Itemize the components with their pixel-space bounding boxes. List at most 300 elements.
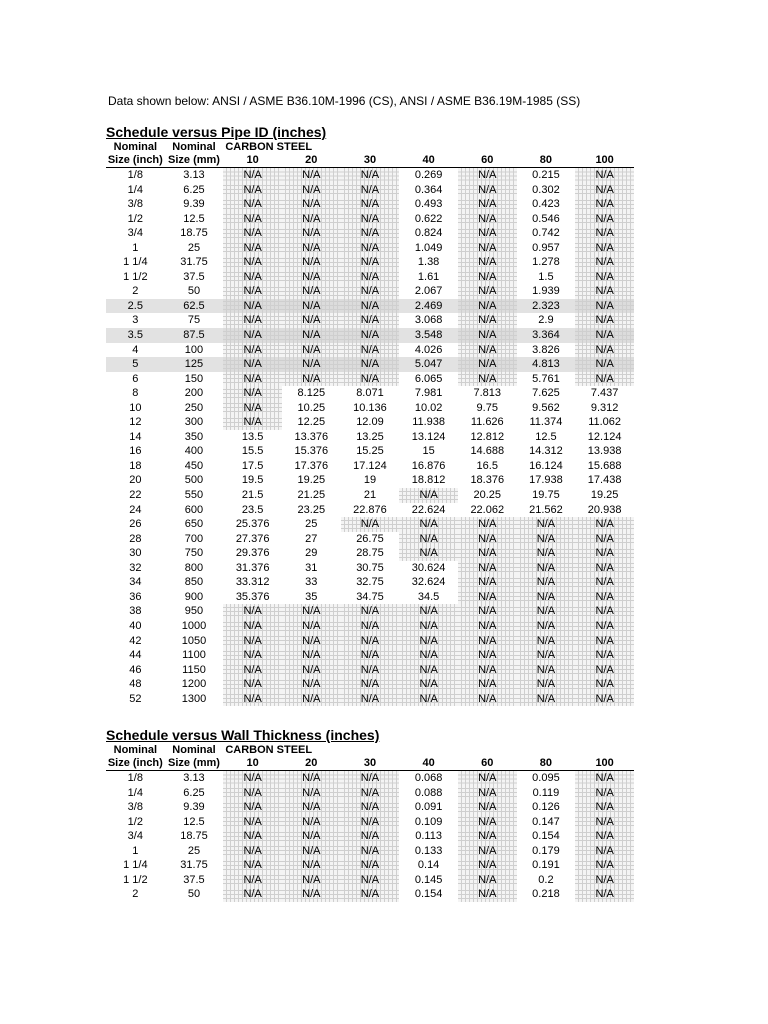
schedule-value-cell: N/A: [458, 357, 517, 372]
table-row: [106, 692, 634, 707]
schedule-value-cell: N/A: [282, 858, 341, 873]
schedule-value-cell: N/A: [223, 255, 282, 270]
schedule-value-cell: N/A: [517, 532, 576, 547]
size-inch-cell: 1/2: [127, 212, 143, 225]
size-mm-cell: 950: [184, 605, 204, 618]
schedule-value-cell: 19.5: [241, 474, 264, 487]
schedule-value-cell: N/A: [223, 829, 282, 844]
schedule-value-cell: N/A: [575, 532, 634, 547]
size-mm-cell: 31.75: [180, 859, 208, 872]
schedule-value-cell: N/A: [341, 343, 400, 358]
size-mm-cell: 900: [184, 590, 204, 603]
schedule-value-cell: N/A: [282, 357, 341, 372]
size-inch-cell: 3/4: [127, 830, 143, 843]
size-mm-cell: 500: [184, 474, 204, 487]
size-mm-cell: 50: [187, 285, 201, 298]
schedule-value-cell: 13.25: [356, 430, 384, 443]
schedule-value-cell: N/A: [282, 168, 341, 183]
table-row: [106, 328, 634, 343]
table-row: [106, 561, 634, 576]
schedule-value-cell: N/A: [341, 270, 400, 285]
table-row: [106, 575, 634, 590]
schedule-value-cell: 0.215: [532, 169, 560, 181]
size-inch-cell: 1/8: [127, 772, 143, 784]
schedule-value-cell: 35: [305, 590, 318, 603]
schedule-value-cell: N/A: [458, 343, 517, 358]
schedule-value-cell: N/A: [282, 677, 341, 692]
schedule-value-cell: N/A: [575, 800, 634, 815]
col-header-nominal: Nominal: [113, 744, 158, 756]
schedule-value-cell: 10.02: [414, 401, 443, 414]
schedule-value-cell: N/A: [223, 299, 282, 314]
size-mm-cell: 300: [184, 416, 204, 429]
size-mm-cell: 3.13: [183, 169, 205, 181]
schedule-value-cell: N/A: [517, 561, 576, 576]
size-inch-cell: 2.5: [106, 299, 165, 314]
size-mm-cell: 700: [184, 532, 204, 545]
schedule-value-cell: 35.376: [235, 590, 270, 603]
size-inch-cell: 1: [132, 241, 139, 254]
schedule-value-cell: N/A: [282, 313, 341, 328]
schedule-value-cell: N/A: [341, 815, 400, 830]
size-inch-cell: 1/4: [127, 786, 143, 799]
schedule-value-cell: 12.124: [587, 430, 622, 443]
schedule-value-cell: N/A: [517, 604, 576, 619]
schedule-value-cell: N/A: [341, 197, 400, 212]
schedule-value-cell: N/A: [223, 241, 282, 256]
schedule-value-cell: 25: [305, 518, 318, 531]
schedule-value-cell: N/A: [282, 829, 341, 844]
schedule-value-cell: N/A: [575, 815, 634, 830]
size-mm-cell: 150: [184, 372, 204, 385]
schedule-value-cell: N/A: [517, 590, 576, 605]
schedule-value-cell: N/A: [282, 226, 341, 241]
schedule-value-cell: N/A: [341, 328, 400, 343]
schedule-value-cell: 21.562: [529, 503, 563, 516]
size-inch-cell: 3.5: [106, 328, 165, 343]
schedule-value-cell: N/A: [575, 663, 634, 678]
size-inch-cell: 10: [129, 401, 142, 414]
schedule-value-cell: 16.876: [411, 459, 446, 472]
schedule-value-cell: N/A: [575, 212, 634, 227]
schedule-value-cell: N/A: [399, 692, 458, 707]
schedule-value-cell: N/A: [399, 648, 458, 663]
schedule-value-cell: N/A: [282, 786, 341, 801]
schedule-value-cell: N/A: [575, 648, 634, 663]
col-header-schedule: 10: [223, 757, 282, 771]
schedule-value-cell: 12.5: [535, 430, 557, 443]
col-header-schedule: 80: [517, 154, 576, 168]
table-row: [106, 634, 634, 649]
schedule-value-cell: 13.124: [411, 430, 446, 443]
schedule-value-cell: N/A: [223, 634, 282, 649]
schedule-value-cell: 23.25: [297, 503, 326, 516]
schedule-value-cell: N/A: [341, 844, 400, 859]
schedule-value-cell: N/A: [223, 648, 282, 663]
table-row: [106, 270, 634, 285]
schedule-value-cell: N/A: [575, 313, 634, 328]
schedule-value-cell: 0.423: [532, 198, 560, 211]
schedule-value-cell: N/A: [282, 663, 341, 678]
schedule-value-cell: N/A: [223, 226, 282, 241]
schedule-value-cell: 17.438: [587, 474, 622, 487]
schedule-value-cell: 21.5: [241, 489, 264, 502]
schedule-value-cell: N/A: [223, 663, 282, 678]
schedule-value-cell: N/A: [399, 488, 458, 503]
schedule-value-cell: N/A: [399, 634, 458, 649]
schedule-value-cell: N/A: [575, 328, 634, 343]
col-header-size-inch: Size (inch): [107, 757, 163, 769]
col-header-size-mm: Size (mm): [165, 154, 224, 168]
schedule-value-cell: 30.75: [356, 561, 384, 574]
schedule-value-cell: 17.376: [294, 459, 329, 472]
size-inch-cell: 12: [129, 416, 142, 429]
schedule-value-cell: N/A: [575, 357, 634, 372]
schedule-value-cell: N/A: [341, 829, 400, 844]
size-inch-cell: 3/8: [127, 198, 143, 211]
schedule-value-cell: 11.626: [470, 416, 504, 429]
size-mm-cell: 25: [187, 241, 201, 254]
table-row: [106, 800, 634, 815]
schedule-value-cell: 3.068: [414, 314, 443, 327]
size-mm-cell: 125: [165, 357, 224, 372]
schedule-value-cell: N/A: [282, 648, 341, 663]
schedule-value-cell: N/A: [575, 546, 634, 561]
schedule-value-cell: N/A: [458, 212, 517, 227]
schedule-value-cell: 22.876: [353, 503, 387, 516]
schedule-value-cell: N/A: [282, 343, 341, 358]
schedule-value-cell: N/A: [399, 532, 458, 547]
schedule-value-cell: 15: [422, 445, 435, 458]
schedule-value-cell: N/A: [517, 634, 576, 649]
schedule-value-cell: N/A: [458, 168, 517, 183]
schedule-value-cell: 0.145: [414, 873, 443, 886]
schedule-value-cell: 34.75: [356, 590, 384, 603]
schedule-value-cell: 2.9: [538, 314, 554, 327]
table-row: [106, 771, 634, 786]
schedule-value-cell: 9.75: [476, 401, 498, 414]
schedule-value-cell: N/A: [458, 677, 517, 692]
schedule-value-cell: N/A: [458, 590, 517, 605]
schedule-value-cell: N/A: [458, 663, 517, 678]
table-row: [106, 226, 634, 241]
size-inch-cell: 22: [129, 489, 142, 502]
schedule-value-cell: N/A: [575, 829, 634, 844]
schedule-value-cell: N/A: [517, 648, 576, 663]
schedule-value-cell: N/A: [458, 634, 517, 649]
table-row: [106, 386, 634, 401]
schedule-value-cell: N/A: [341, 284, 400, 299]
size-inch-cell: 42: [129, 634, 142, 647]
schedule-value-cell: N/A: [575, 692, 634, 707]
schedule-value-cell: N/A: [575, 561, 634, 576]
schedule-value-cell: 11.938: [412, 416, 446, 429]
schedule-value-cell: N/A: [458, 561, 517, 576]
size-inch-cell: 52: [129, 692, 142, 705]
size-inch-cell: 34: [129, 576, 142, 589]
schedule-value-cell: N/A: [223, 604, 282, 619]
table-row: [106, 168, 634, 183]
schedule-value-cell: 0.091: [414, 801, 443, 814]
schedule-value-cell: N/A: [341, 168, 400, 183]
schedule-value-cell: 33: [305, 576, 318, 589]
table-row: [106, 212, 634, 227]
size-inch-cell: 48: [129, 678, 142, 691]
schedule-value-cell: N/A: [282, 299, 341, 314]
schedule-value-cell: 0.622: [414, 212, 443, 225]
schedule-value-cell: 1.5: [538, 270, 554, 283]
schedule-value-cell: 6.065: [414, 372, 443, 385]
table-row: [106, 401, 634, 416]
schedule-value-cell: N/A: [282, 372, 341, 387]
schedule-value-cell: 31.376: [235, 561, 270, 574]
schedule-value-cell: 33.312: [235, 576, 270, 589]
schedule-value-cell: N/A: [399, 604, 458, 619]
schedule-value-cell: 32.624: [411, 576, 446, 589]
schedule-value-cell: 1.939: [532, 285, 560, 298]
schedule-value-cell: N/A: [223, 401, 282, 416]
size-inch-cell: 16: [129, 445, 142, 458]
schedule-value-cell: N/A: [223, 873, 282, 888]
schedule-value-cell: 0.147: [532, 815, 560, 828]
schedule-value-cell: N/A: [341, 299, 400, 314]
schedule-value-cell: 0.109: [414, 815, 443, 828]
size-mm-cell: 75: [187, 314, 201, 327]
size-mm-cell: 18.75: [180, 227, 208, 240]
schedule-value-cell: N/A: [458, 183, 517, 198]
schedule-value-cell: 8.125: [297, 387, 326, 400]
table-row: [106, 873, 634, 888]
schedule-value-cell: N/A: [575, 575, 634, 590]
schedule-value-cell: N/A: [458, 255, 517, 270]
schedule-value-cell: N/A: [458, 241, 517, 256]
schedule-value-cell: 7.813: [473, 387, 502, 400]
schedule-value-cell: N/A: [223, 372, 282, 387]
schedule-value-cell: 23.5: [241, 503, 264, 516]
size-mm-cell: 6.25: [183, 786, 205, 799]
schedule-value-cell: N/A: [458, 299, 517, 314]
size-inch-cell: 3/4: [127, 227, 143, 240]
schedule-value-cell: N/A: [517, 517, 576, 532]
schedule-value-cell: N/A: [575, 604, 634, 619]
size-inch-cell: 1 1/4: [123, 859, 148, 872]
schedule-value-cell: 19.75: [532, 489, 560, 502]
schedule-value-cell: N/A: [575, 590, 634, 605]
col-header-nominal: Nominal: [172, 744, 216, 756]
table-row: [106, 648, 634, 663]
schedule-value-cell: 29: [305, 547, 318, 560]
table-row: [106, 887, 634, 902]
schedule-value-cell: 0.218: [532, 888, 560, 901]
schedule-value-cell: N/A: [341, 786, 400, 801]
table-row: [106, 488, 634, 503]
schedule-value-cell: N/A: [223, 183, 282, 198]
pipe-id-section: [106, 123, 634, 706]
size-mm-cell: 1300: [181, 692, 207, 705]
schedule-value-cell: 25.376: [235, 518, 270, 531]
schedule-value-cell: N/A: [282, 241, 341, 256]
schedule-value-cell: N/A: [575, 299, 634, 314]
schedule-value-cell: 18.376: [470, 474, 505, 487]
schedule-value-cell: N/A: [458, 517, 517, 532]
schedule-value-cell: N/A: [341, 604, 400, 619]
size-mm-cell: 25: [187, 844, 201, 857]
schedule-value-cell: 3.826: [532, 343, 560, 356]
schedule-value-cell: 14.688: [470, 445, 505, 458]
schedule-value-cell: N/A: [458, 226, 517, 241]
schedule-value-cell: N/A: [341, 634, 400, 649]
schedule-value-cell: 27: [305, 532, 318, 545]
schedule-value-cell: 15.688: [587, 459, 622, 472]
table-row: [106, 473, 634, 488]
table-row: [106, 663, 634, 678]
schedule-value-cell: 12.09: [356, 416, 384, 429]
schedule-value-cell: N/A: [458, 575, 517, 590]
schedule-value-cell: N/A: [282, 183, 341, 198]
size-mm-cell: 1200: [181, 678, 207, 691]
source-note: Data shown below: ANSI / ASME B36.10M-1996 (CS), ANSI / ASME B36.19M-1985 (SS): [108, 94, 581, 108]
size-mm-cell: 18.75: [180, 830, 208, 843]
schedule-value-cell: 0.957: [532, 241, 560, 254]
schedule-value-cell: 17.124: [353, 459, 387, 472]
table-row: [106, 241, 634, 256]
size-inch-cell: 2: [132, 285, 139, 298]
schedule-value-cell: 0.088: [414, 786, 443, 799]
table-row: [106, 197, 634, 212]
table-row: [106, 546, 634, 561]
schedule-value-cell: N/A: [575, 873, 634, 888]
schedule-value-cell: 10.136: [353, 401, 387, 414]
schedule-value-cell: 12.25: [297, 416, 326, 429]
table-row: [106, 815, 634, 830]
size-inch-cell: 18: [129, 459, 142, 472]
schedule-value-cell: 11.374: [529, 416, 563, 429]
table-row: [106, 415, 634, 430]
size-mm-cell: 1000: [181, 619, 207, 632]
schedule-value-cell: N/A: [282, 619, 341, 634]
schedule-value-cell: N/A: [223, 386, 282, 401]
schedule-value-cell: N/A: [458, 313, 517, 328]
size-inch-cell: 1: [132, 844, 139, 857]
schedule-value-cell: 21: [363, 489, 377, 502]
schedule-value-cell: 0.126: [532, 801, 560, 814]
schedule-value-cell: N/A: [341, 241, 400, 256]
schedule-value-cell: 19: [363, 474, 377, 487]
schedule-value-cell: 4.026: [414, 343, 443, 356]
size-inch-cell: 40: [129, 619, 142, 632]
pipe-id-table: [106, 141, 634, 706]
schedule-value-cell: N/A: [223, 270, 282, 285]
size-inch-cell: 1/4: [127, 183, 143, 196]
schedule-value-cell: N/A: [575, 226, 634, 241]
wall-thickness-rows: [106, 771, 634, 902]
schedule-value-cell: N/A: [341, 873, 400, 888]
pipe-id-rows: [106, 168, 634, 707]
schedule-value-cell: 13.5: [241, 430, 264, 443]
schedule-value-cell: N/A: [575, 168, 634, 183]
schedule-value-cell: N/A: [223, 619, 282, 634]
table-row: [106, 844, 634, 859]
schedule-value-cell: N/A: [223, 212, 282, 227]
schedule-value-cell: 29.376: [235, 547, 270, 560]
schedule-value-cell: N/A: [458, 844, 517, 859]
schedule-value-cell: 31: [305, 561, 318, 574]
schedule-value-cell: N/A: [575, 197, 634, 212]
schedule-value-cell: N/A: [223, 284, 282, 299]
schedule-value-cell: 19.25: [590, 489, 619, 502]
schedule-value-cell: 4.813: [517, 357, 576, 372]
table-row: [106, 299, 634, 314]
schedule-value-cell: N/A: [282, 212, 341, 227]
schedule-value-cell: 18.812: [411, 474, 446, 487]
schedule-value-cell: N/A: [399, 677, 458, 692]
col-header-carbon-steel: CARBON STEEL: [225, 744, 313, 756]
schedule-value-cell: N/A: [341, 771, 400, 786]
schedule-value-cell: 7.437: [590, 387, 619, 400]
schedule-value-cell: N/A: [341, 357, 400, 372]
schedule-value-cell: N/A: [223, 313, 282, 328]
col-header-nominal: Nominal: [172, 141, 216, 153]
schedule-value-cell: N/A: [341, 619, 400, 634]
schedule-value-cell: 3.364: [517, 328, 576, 343]
schedule-value-cell: N/A: [458, 372, 517, 387]
schedule-value-cell: 0.191: [532, 859, 560, 872]
schedule-value-cell: 13.376: [294, 430, 329, 443]
schedule-value-cell: N/A: [575, 183, 634, 198]
size-inch-cell: 4: [132, 343, 139, 356]
schedule-value-cell: N/A: [282, 844, 341, 859]
size-inch-cell: 3: [132, 314, 139, 327]
schedule-value-cell: N/A: [341, 858, 400, 873]
schedule-value-cell: N/A: [575, 858, 634, 873]
schedule-value-cell: N/A: [517, 575, 576, 590]
schedule-value-cell: N/A: [223, 815, 282, 830]
size-mm-cell: 9.39: [183, 198, 205, 211]
schedule-value-cell: N/A: [282, 634, 341, 649]
schedule-value-cell: 0.068: [414, 772, 443, 784]
size-inch-cell: 38: [129, 605, 142, 618]
schedule-value-cell: 12.812: [470, 430, 505, 443]
schedule-value-cell: N/A: [575, 517, 634, 532]
wall-thickness-section: [106, 726, 634, 902]
schedule-value-cell: N/A: [282, 255, 341, 270]
schedule-value-cell: N/A: [282, 873, 341, 888]
col-header-schedule: 20: [282, 154, 341, 168]
table-row: [106, 786, 634, 801]
col-header-schedule: 60: [458, 757, 517, 771]
schedule-value-cell: 9.562: [532, 401, 560, 414]
size-mm-cell: 1100: [182, 649, 206, 662]
size-inch-cell: 1/8: [127, 169, 143, 181]
schedule-value-cell: N/A: [458, 284, 517, 299]
schedule-value-cell: N/A: [458, 692, 517, 707]
schedule-value-cell: N/A: [341, 255, 400, 270]
schedule-value-cell: 1.61: [417, 270, 440, 283]
schedule-value-cell: N/A: [341, 226, 400, 241]
table-row: [106, 829, 634, 844]
schedule-value-cell: N/A: [517, 546, 576, 561]
schedule-value-cell: 10.25: [297, 401, 326, 414]
schedule-value-cell: 7.981: [414, 387, 443, 400]
table-row: [106, 444, 634, 459]
size-mm-cell: 37.5: [183, 270, 205, 283]
size-inch-cell: 3/8: [127, 801, 143, 814]
size-inch-cell: 46: [129, 663, 142, 676]
col-header-schedule: 60: [458, 154, 517, 168]
schedule-value-cell: 17.5: [241, 459, 264, 472]
schedule-value-cell: 27.376: [235, 532, 270, 545]
schedule-value-cell: N/A: [223, 343, 282, 358]
